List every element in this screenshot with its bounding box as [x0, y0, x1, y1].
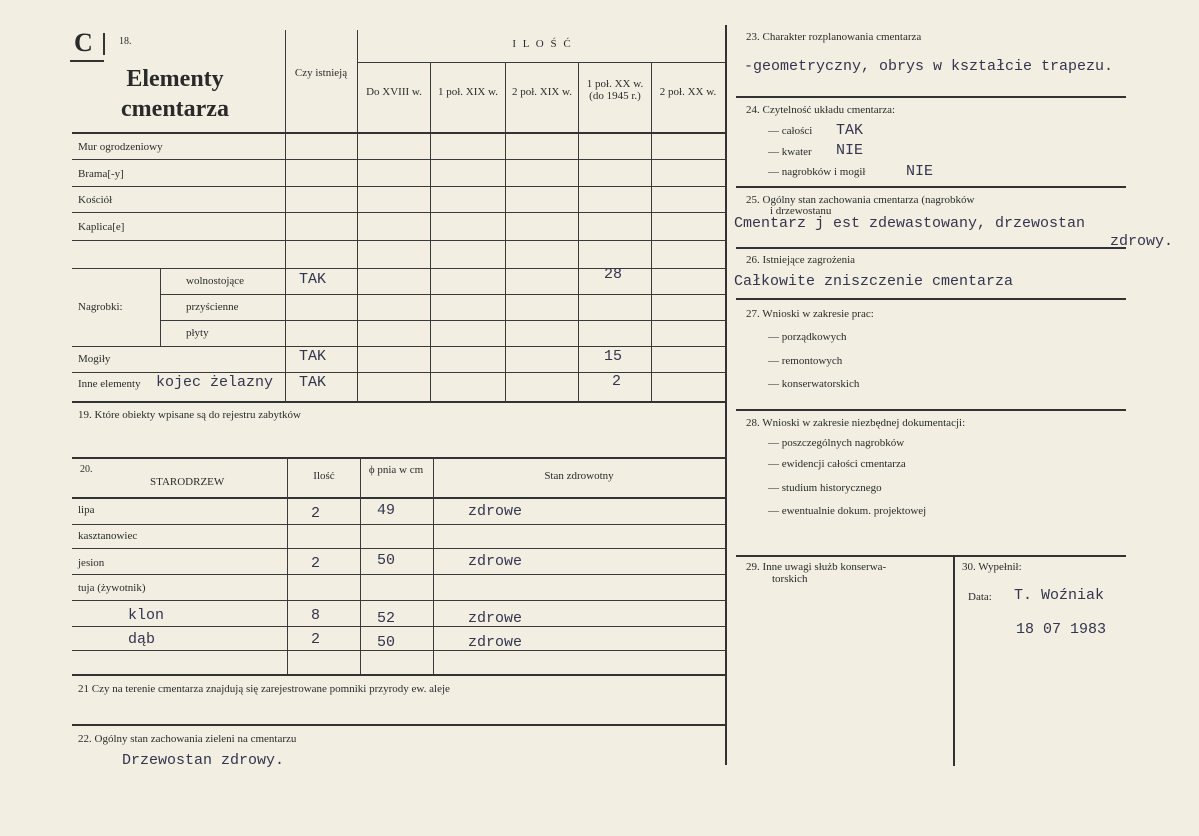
- section-25-label2: i drzewostanu: [770, 205, 832, 217]
- mogily-exists: TAK: [299, 348, 327, 365]
- section-20-number: 20.: [80, 464, 93, 475]
- col-do-xviii: Do XVIII w.: [366, 86, 422, 98]
- section-25-value2: zdrowy.: [1110, 233, 1174, 250]
- section-26-value: Całkowite zniszczenie cmentarza: [734, 273, 1014, 290]
- starodrzew-header: STARODRZEW: [150, 476, 225, 488]
- inne-typed: kojec żelazny: [156, 374, 274, 391]
- tree-klon: klon: [128, 607, 165, 624]
- row-kosciol: Kościół: [78, 194, 113, 206]
- section-23-label: 23. Charakter rozplanowania cmentarza: [746, 31, 922, 43]
- starodrzew-diam-header: ϕ pnia w cm: [368, 464, 424, 476]
- section-title: [100, 64, 250, 124]
- tree-lipa-health: zdrowe: [468, 503, 523, 520]
- section-24-item-kwater: — kwater: [768, 146, 812, 158]
- tree-kasztanowiec: kasztanowiec: [78, 530, 138, 542]
- section-21-label: 21 Czy na terenie cmentarza znajdują się zarejestrowane pomniki przyrody ew. aleje: [78, 683, 450, 695]
- section-28-item-studium: — studium historycznego: [768, 482, 882, 494]
- corner-letter: C: [74, 28, 93, 57]
- row-kaplica: Kaplica[e]: [78, 221, 125, 233]
- tree-klon-count: 8: [311, 607, 321, 624]
- section-23-value: -geometryczny, obrys w kształcie trapezu.: [744, 58, 1114, 75]
- section-28-item-ewidencji: — ewidencji całości cmentarza: [768, 458, 906, 470]
- section-19-label: 19. Które obiekty wpisane są do rejestru zabytków: [78, 409, 301, 421]
- col-2pol-xx: 2 poł. XX w.: [659, 86, 717, 98]
- starodrzew-count-header: Ilość: [313, 470, 335, 482]
- tree-klon-health: zdrowe: [468, 610, 523, 627]
- section-30-label: 30. Wypełnił:: [962, 561, 1022, 573]
- section-22-value: Drzewostan zdrowy.: [122, 752, 285, 769]
- section-30-data-label: Data:: [968, 591, 992, 603]
- section-title-line1: Elementy: [126, 66, 224, 92]
- section-25-value1: Cmentarz j est zdewastowany, drzewostan: [734, 215, 1086, 232]
- section-28-item-projektowej: — ewentualnie dokum. projektowej: [768, 505, 927, 517]
- inne-count: 2: [612, 373, 622, 390]
- tree-tuja: tuja (żywotnik): [78, 582, 146, 594]
- row-mur: Mur ogrodzeniowy: [78, 141, 163, 153]
- tree-dab: dąb: [128, 631, 156, 648]
- section-24-kwater-value: NIE: [836, 142, 864, 159]
- tree-lipa-diam: 49: [377, 502, 396, 519]
- section-24-item-calosci: — całości: [768, 125, 813, 137]
- section-18-number: 18.: [119, 36, 132, 47]
- section-27-label: 27. Wnioski w zakresie prac:: [746, 308, 874, 320]
- tree-jesion: jesion: [78, 557, 105, 569]
- row-mogily: Mogiły: [78, 353, 111, 365]
- tree-lipa-count: 2: [311, 505, 321, 522]
- tree-jesion-health: zdrowe: [468, 553, 523, 570]
- nagrobki-wolnostojace-exists: TAK: [299, 271, 327, 288]
- tree-klon-diam: 52: [377, 610, 396, 627]
- section-26-label: 26. Istniejące zagrożenia: [746, 254, 856, 266]
- section-24-label: 24. Czytelność układu cmentarza:: [746, 104, 896, 116]
- section-29-label2: torskich: [772, 573, 808, 585]
- section-24-item-nagrobkow: — nagrobków i mogił: [768, 166, 866, 178]
- section-title-line2: cmentarza: [121, 96, 229, 122]
- section-22-label: 22. Ogólny stan zachowania zieleni na cmentarzu: [78, 733, 297, 745]
- section-28-label: 28. Wnioski w zakresie niezbędnej dokumentacji:: [746, 417, 966, 429]
- tree-dab-diam: 50: [377, 634, 396, 651]
- tree-dab-count: 2: [311, 631, 321, 648]
- nagrobki-plyty: płyty: [186, 327, 209, 339]
- nagrobki-label: Nagrobki:: [78, 301, 123, 313]
- starodrzew-health-header: Stan zdrowotny: [544, 470, 614, 482]
- ilosc-header: I L O Ś Ć: [512, 38, 573, 50]
- mogily-count: 15: [604, 348, 623, 365]
- section-27-item-konserwatorskich: — konserwatorskich: [768, 378, 860, 390]
- section-27-item-porzadkowych: — porządkowych: [768, 331, 847, 343]
- col-exists-header: Czy istnieją: [294, 67, 348, 79]
- section-27-item-remontowych: — remontowych: [768, 355, 843, 367]
- tree-jesion-count: 2: [311, 555, 321, 572]
- section-30-name: T. Woźniak: [1014, 587, 1105, 604]
- section-24-nagrobkow-value: NIE: [906, 163, 934, 180]
- section-25-label: 25. Ogólny stan zachowania cmentarza (nagrobków: [746, 194, 975, 206]
- tree-lipa: lipa: [78, 504, 95, 516]
- col-1pol-xix: 1 poł. XIX w.: [437, 86, 499, 98]
- tree-jesion-diam: 50: [377, 552, 396, 569]
- nagrobki-przyscienne: przyścienne: [186, 301, 239, 313]
- col-1pol-xx: 1 poł. XX w. (do 1945 r.): [586, 78, 644, 102]
- section-28-item-nagrobkow: — poszczególnych nagrobków: [768, 437, 905, 449]
- col-2pol-xix: 2 poł. XIX w.: [511, 86, 573, 98]
- tree-dab-health: zdrowe: [468, 634, 523, 651]
- row-brama: Brama[-y]: [78, 168, 124, 180]
- nagrobki-wolnostojace-count: 28: [604, 266, 623, 283]
- section-29-label: 29. Inne uwagi służb konserwa-: [746, 561, 887, 573]
- inne-exists: TAK: [299, 374, 327, 391]
- row-inne: Inne elementy: [78, 378, 141, 390]
- nagrobki-wolnostojace: wolnostojące: [186, 275, 245, 287]
- section-24-calosci-value: TAK: [836, 122, 864, 139]
- section-30-date: 18 07 1983: [1016, 621, 1107, 638]
